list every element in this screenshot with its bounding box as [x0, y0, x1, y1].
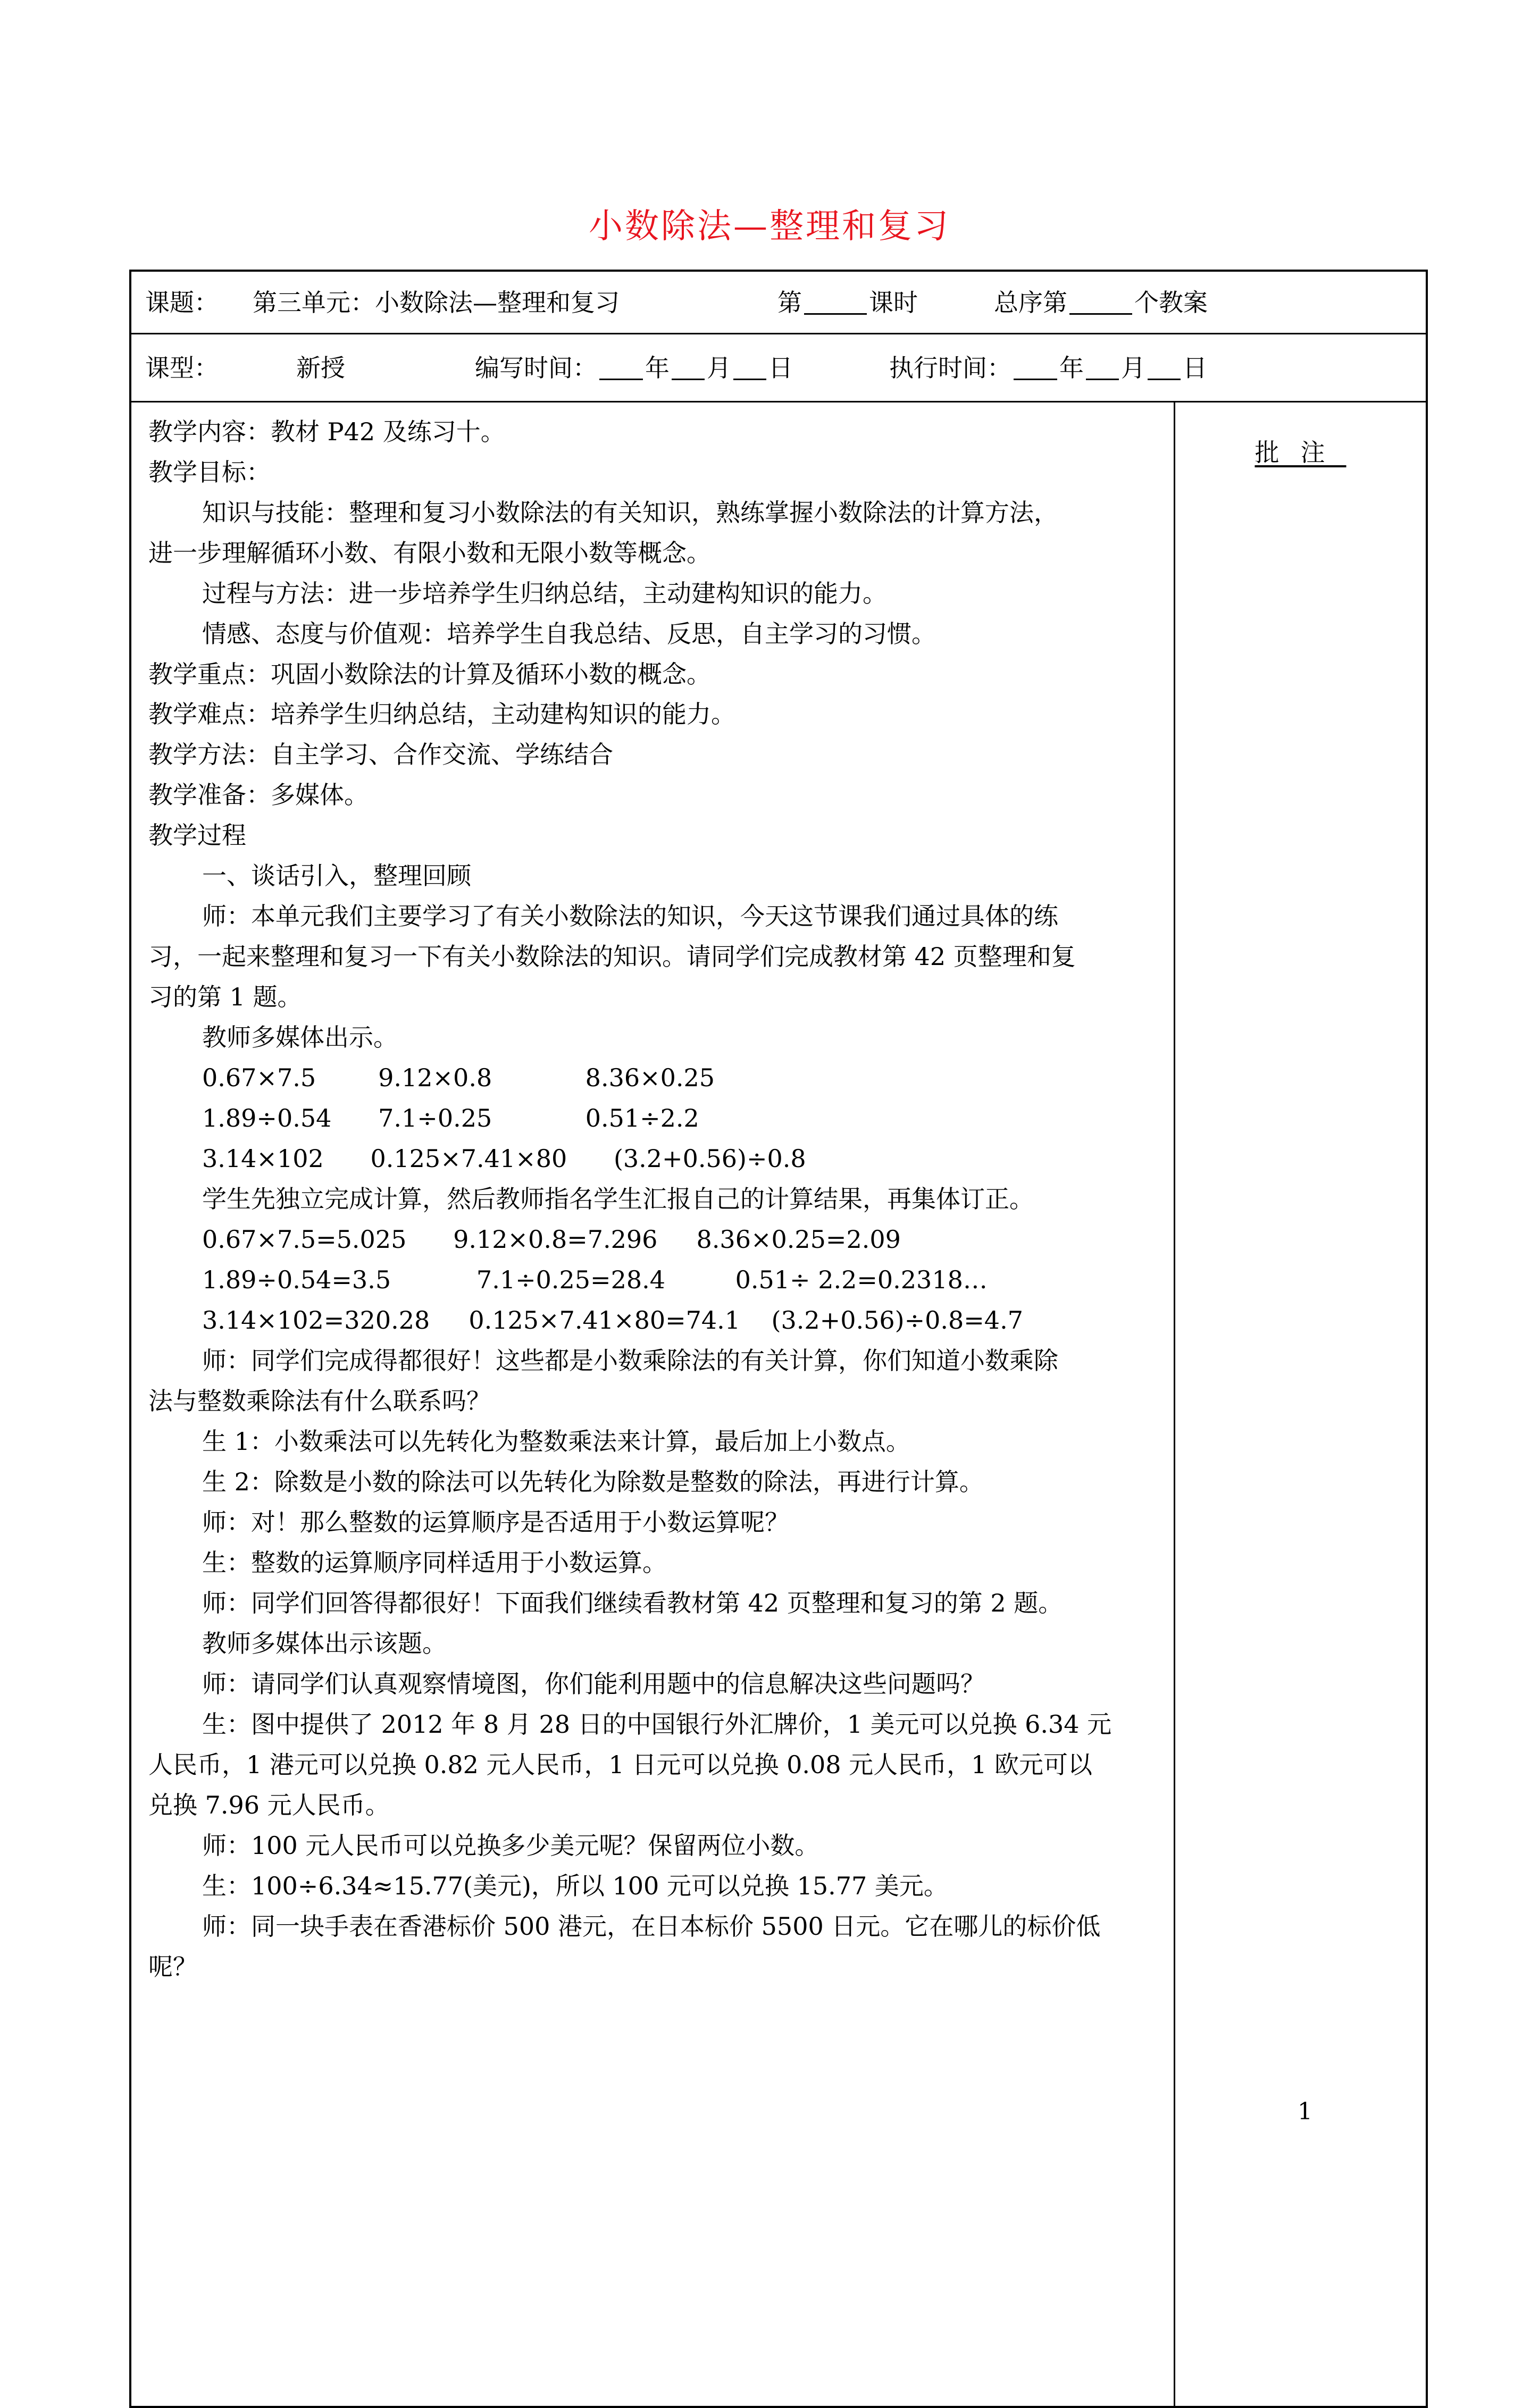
content-line: 生 1：小数乘法可以先转化为整数乘法来计算，最后加上小数点。 — [202, 1427, 910, 1456]
content-line: 教学方法：自主学习、合作交流、学练结合 — [148, 740, 613, 769]
content-line: 教学准备：多媒体。 — [148, 781, 369, 809]
exec-time-field — [889, 334, 1207, 401]
content-line: 生 2：除数是小数的除法可以先转化为除数是整数的除法，再进行计算。 — [202, 1467, 984, 1496]
content-line: 情感、态度与价值观：培养学生自我总结、反思，自主学习的习惯。 — [202, 619, 936, 648]
topic-label: 课题： — [145, 288, 219, 317]
exec-day-label: 日 — [1183, 353, 1207, 382]
exec-day-blank — [1148, 355, 1181, 380]
write-day-blank — [733, 355, 766, 380]
content-line: 知识与技能：整理和复习小数除法的有关知识，熟练掌握小数除法的计算方法， — [202, 498, 1058, 527]
content-line: 呢？ — [148, 1952, 197, 1981]
content-line: 习，一起来整理和复习一下有关小数除法的知识。请同学们完成教材第 42 页整理和复 — [148, 942, 1076, 971]
type-label: 课型： — [145, 353, 219, 382]
write-time-label: 编写时间： — [475, 353, 597, 382]
lesson-plan-table — [129, 270, 1428, 2408]
total-suffix: 个教案 — [1134, 288, 1208, 317]
exec-month-blank — [1086, 355, 1119, 380]
content-line: 教学难点：培养学生归纳总结，主动建构知识的能力。 — [148, 700, 735, 728]
content-line: 人民币，1 港元可以兑换 0.82 元人民币，1 日元可以兑换 0.08 元人民币，1 欧元可以 — [148, 1750, 1092, 1779]
content-line: 一、谈话引入，整理回顾 — [202, 861, 471, 890]
content-line: 兑换 7.96 元人民币。 — [148, 1791, 390, 1819]
exec-time-label: 执行时间： — [889, 353, 1011, 382]
lesson-suffix: 课时 — [869, 288, 918, 317]
content-line: 师：本单元我们主要学习了有关小数除法的知识，今天这节课我们通过具体的练 — [202, 902, 1058, 930]
total-prefix: 总序第 — [994, 288, 1067, 317]
content-line: 师：同学们回答得都很好！下面我们继续看教材第 42 页整理和复习的第 2 题。 — [202, 1589, 1063, 1617]
content-line: 教学内容：教材 P42 及练习十。 — [148, 417, 505, 446]
content-line: 0.67×7.5 9.12×0.8 8.36×0.25 — [202, 1063, 715, 1092]
content-line: 习的第 1 题。 — [148, 983, 302, 1011]
topic-value: 第三单元：小数除法—整理和复习 — [253, 288, 620, 317]
content-line: 过程与方法：进一步培养学生归纳总结，主动建构知识的能力。 — [202, 579, 887, 608]
content-line: 0.67×7.5=5.025 9.12×0.8=7.296 8.36×0.25=2.09 — [202, 1225, 901, 1254]
content-line: 学生先独立完成计算，然后教师指名学生汇报自己的计算结果，再集体订正。 — [202, 1185, 1034, 1213]
content-line: 师：对！那么整数的运算顺序是否适用于小数运算呢？ — [202, 1508, 789, 1537]
lesson-content-column — [131, 402, 1175, 2406]
topic-row — [131, 272, 1426, 334]
content-line: 师：100 元人民币可以兑换多少美元呢？保留两位小数。 — [202, 1831, 819, 1860]
exec-year-blank — [1014, 355, 1057, 380]
content-line: 生：整数的运算顺序同样适用于小数运算。 — [202, 1548, 667, 1577]
content-line: 3.14×102=320.28 0.125×7.41×80=74.1 (3.2+0.56)÷0.8=4.7 — [202, 1306, 1023, 1335]
lesson-number-blank — [804, 290, 867, 315]
content-line: 师：同一块手表在香港标价 500 港元，在日本标价 5500 日元。它在哪儿的标价低 — [202, 1912, 1101, 1941]
total-number-field — [994, 272, 1208, 333]
content-line: 教学重点：巩固小数除法的计算及循环小数的概念。 — [148, 660, 711, 689]
notes-header: 批注 — [1254, 438, 1346, 467]
page-number: 1 — [1298, 2098, 1312, 2125]
write-month-blank — [672, 355, 705, 380]
content-line: 1.89÷0.54=3.5 7.1÷0.25=28.4 0.51÷ 2.2=0.2318… — [202, 1265, 988, 1294]
content-line: 1.89÷0.54 7.1÷0.25 0.51÷2.2 — [202, 1104, 699, 1132]
page-title: 小数除法—整理和复习 — [589, 207, 950, 246]
content-line: 3.14×102 0.125×7.41×80 (3.2+0.56)÷0.8 — [202, 1144, 806, 1173]
write-year-label: 年 — [645, 353, 670, 382]
content-line: 生：100÷6.34≈15.77(美元)，所以 100 元可以兑换 15.77 美元。 — [202, 1872, 948, 1900]
write-day-label: 日 — [768, 353, 793, 382]
lesson-prefix: 第 — [777, 288, 802, 317]
content-line: 师：同学们完成得都很好！这些都是小数乘除法的有关计算，你们知道小数乘除 — [202, 1346, 1058, 1375]
total-number-blank — [1069, 290, 1132, 315]
lesson-number-field — [777, 272, 918, 333]
write-time-field — [475, 334, 793, 401]
exec-year-label: 年 — [1059, 353, 1084, 382]
type-row — [131, 334, 1426, 402]
type-value: 新授 — [296, 353, 345, 382]
content-line: 进一步理解循环小数、有限小数和无限小数等概念。 — [148, 539, 711, 567]
content-line: 教学过程 — [148, 821, 246, 850]
exec-month-label: 月 — [1121, 353, 1145, 382]
content-line: 生：图中提供了 2012 年 8 月 28 日的中国银行外汇牌价，1 美元可以兑换 6.34 元 — [202, 1710, 1112, 1739]
content-line: 教学目标： — [148, 458, 271, 486]
write-year-blank — [599, 355, 643, 380]
content-line: 师：请同学们认真观察情境图，你们能利用题中的信息解决这些问题吗？ — [202, 1669, 985, 1698]
lesson-body — [131, 402, 1426, 2406]
content-line: 法与整数乘除法有什么联系吗？ — [148, 1387, 491, 1415]
content-line: 教师多媒体出示该题。 — [202, 1629, 447, 1658]
content-line: 教师多媒体出示。 — [202, 1023, 398, 1052]
write-month-label: 月 — [707, 353, 731, 382]
